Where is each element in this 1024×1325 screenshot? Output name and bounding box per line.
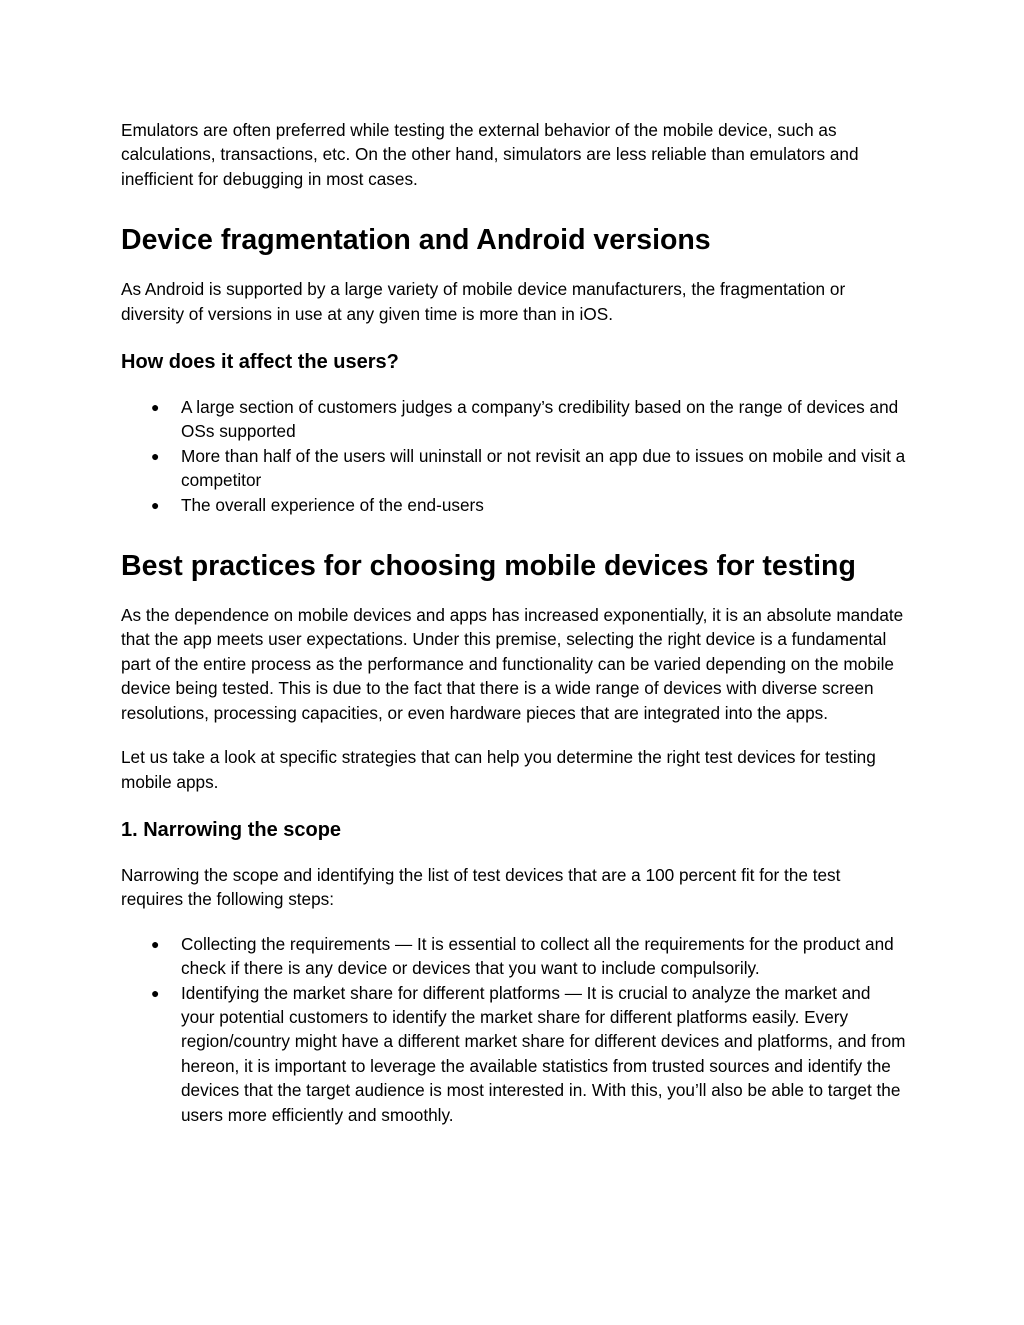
- document-page: [121, 118, 906, 1127]
- list-item: [121, 444, 906, 493]
- narrowing-scope-subheading: 1. Narrowing the scope: [121, 818, 342, 841]
- narrowing-scope-list: [121, 932, 906, 1127]
- best-practices-paragraph-1: As the dependence on mobile devices and apps has increased exponentially, it is an absolute mandate that the app meets user expectations. Under this premise, selecting the right device is a fundamental part of the entire process as the performance and functionality can be varied depending on the mobile device being tested. This is due to the fact that there is a wide range of devices with diverse screen resolutions, processing capacities, or even hardware pieces that are integrated into the apps.: [121, 605, 904, 723]
- device-fragmentation-heading: Device fragmentation and Android versions: [121, 224, 711, 257]
- list-item: [121, 493, 906, 517]
- list-item-text: More than half of the users will uninstall or not revisit an app due to issues on mobile and visit a competitor: [181, 445, 906, 491]
- list-item: [121, 395, 906, 444]
- narrowing-scope-paragraph: Narrowing the scope and identifying the list of test devices that are a 100 percent fit for the test requires the following steps:: [121, 864, 841, 910]
- list-item-text: A large section of customers judges a company’s credibility based on the range of devices and OSs supported: [181, 397, 899, 442]
- users-impact-list: [121, 395, 906, 517]
- list-item-text: Identifying the market share for different platforms — It is crucial to analyze the market and your potential customers to identify the market share for different platforms easily. Every region/country might have a different market share for different devices and platforms, and from hereon, it is important to leverage the available statistics from trusted sources and identify the devices that the target audience is most interested in. With this, you’ll also be able to target the users more efficiently and smoothly.: [181, 982, 906, 1125]
- bullet-icon: ●: [151, 447, 160, 464]
- best-practices-paragraph-2: Let us take a look at specific strategies that can help you determine the right test devices for testing mobile apps.: [121, 747, 876, 792]
- list-item: [121, 932, 906, 981]
- list-item: [121, 981, 906, 1127]
- bullet-icon: ●: [151, 984, 160, 1001]
- bullet-icon: ●: [151, 496, 160, 513]
- best-practices-heading: Best practices for choosing mobile devices for testing: [121, 550, 856, 583]
- list-item-text: The overall experience of the end-users: [181, 494, 484, 515]
- bullet-icon: ●: [151, 935, 160, 952]
- list-item-text: Collecting the requirements — It is essential to collect all the requirements for the product and check if there is any device or devices that you want to include compulsorily.: [181, 933, 894, 979]
- bullet-icon: ●: [151, 399, 160, 416]
- intro-paragraph: Emulators are often preferred while testing the external behavior of the mobile device, such as calculations, transactions, etc. On the other hand, simulators are less reliable than emulators and inefficient for debugging in most cases.: [121, 120, 859, 189]
- device-fragmentation-paragraph: As Android is supported by a large variety of mobile device manufacturers, the fragmentation or diversity of versions in use at any given time is more than in iOS.: [121, 279, 846, 324]
- users-impact-subheading: How does it affect the users?: [121, 351, 399, 374]
